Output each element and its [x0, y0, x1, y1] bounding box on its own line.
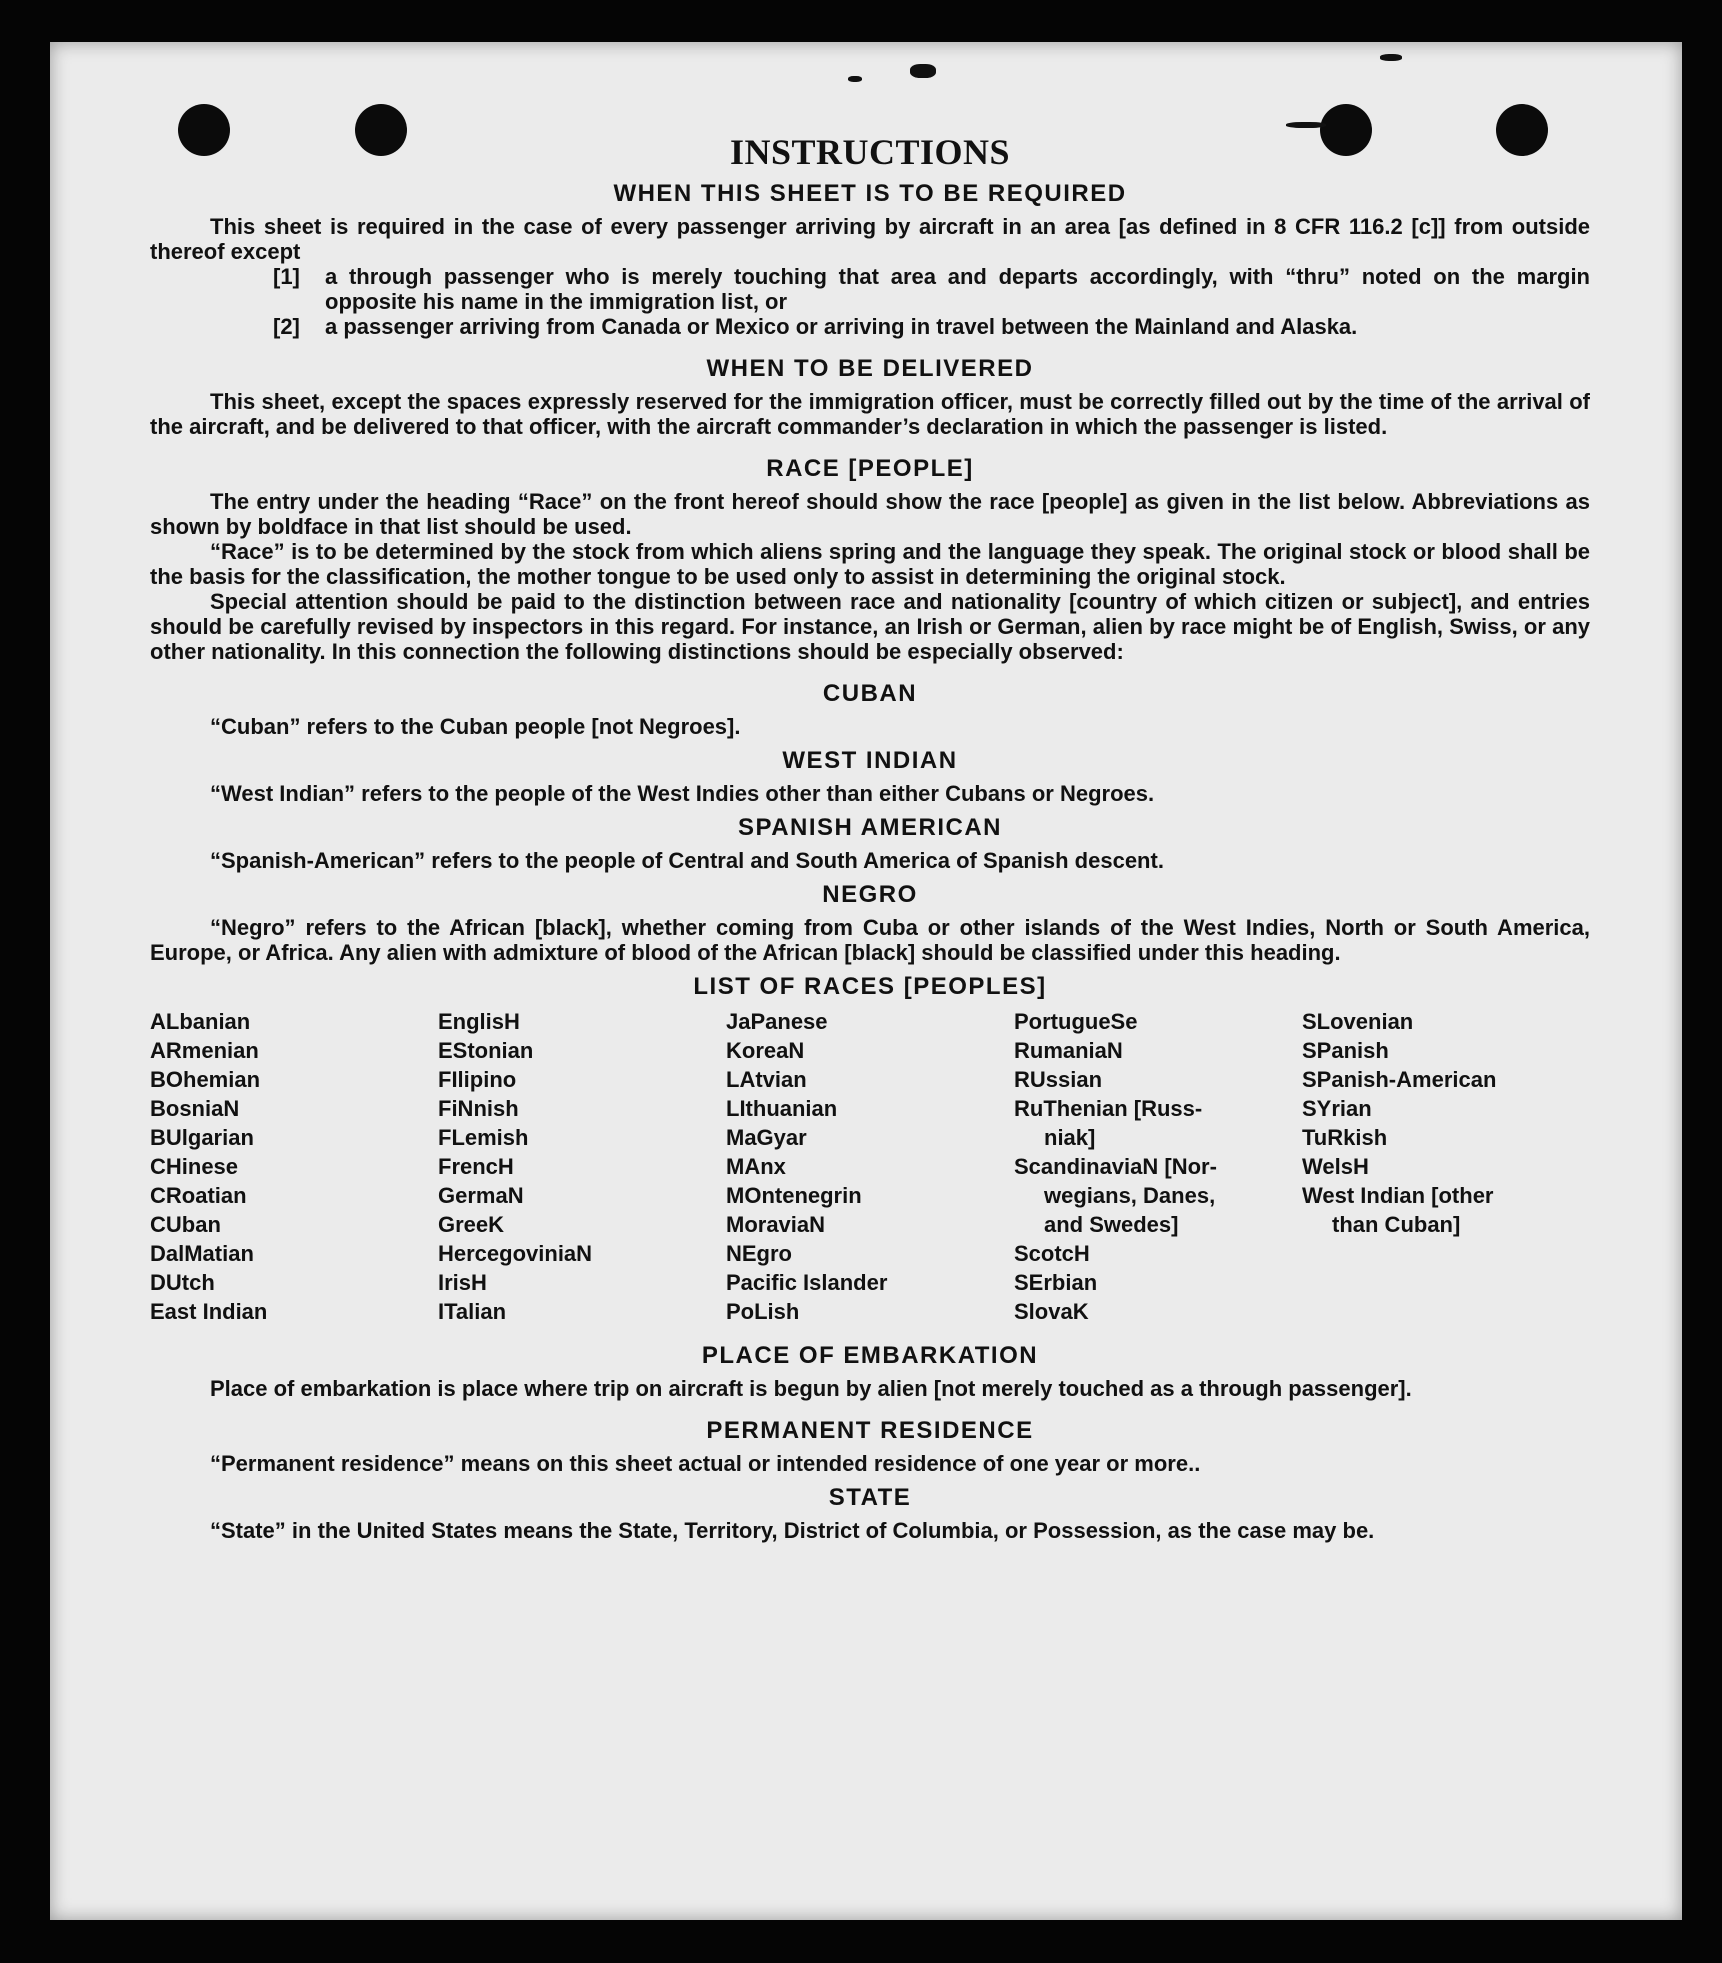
race-entry: JaPanese [726, 1009, 828, 1034]
list-item [150, 314, 1590, 339]
race-entry: RUssian [1014, 1067, 1103, 1092]
races-list [150, 1007, 1590, 1326]
race-entry: MaGyar [726, 1125, 807, 1150]
race-entry: Pacific Islander [726, 1270, 888, 1295]
race-entry: East Indian [150, 1299, 268, 1324]
race-entry: BOhemian [150, 1067, 261, 1092]
race-entry: GermaN [438, 1183, 524, 1208]
race-entry: DalMatian [150, 1241, 254, 1266]
cuban-text: “Cuban” refers to the Cuban people [not Negroes]. [210, 714, 741, 739]
races-column [150, 1007, 438, 1326]
delivered-text: This sheet, except the spaces expressly reserved for the immigration officer, must be correctly filled out by the time of the arrival of the aircraft, and be delivered to that officer, with the aircraft commander’s declaration in which the passenger is listed. [150, 389, 1590, 439]
race-entry: MOntenegrin [726, 1183, 862, 1208]
race-entry: PoLish [726, 1299, 800, 1324]
races-column [726, 1007, 1014, 1326]
race-entry: West Indian [other [1302, 1183, 1494, 1208]
race-entry: CHinese [150, 1154, 239, 1179]
section-heading-race: RACE [PEOPLE] [766, 455, 974, 482]
race-entry-continued: and Swedes] [1044, 1212, 1179, 1237]
embarkation-text: Place of embarkation is place where trip on aircraft is begun by alien [not merely touched as a through passenger]. [210, 1376, 1412, 1401]
races-column [1014, 1007, 1302, 1326]
required-text: This sheet is required in the case of every passenger arriving by aircraft in an area [as defined in 8 CFR 116.2 [c]] from outside thereof except [150, 214, 1590, 264]
race-entry: FiNnish [438, 1096, 519, 1121]
section-heading-negro: NEGRO [822, 881, 918, 908]
race-entry: BUlgarian [150, 1125, 254, 1150]
spanish-american-text: “Spanish-American” refers to the people of Central and South America of Spanish descent. [210, 848, 1164, 873]
race-entry-continued: than Cuban] [1332, 1212, 1461, 1237]
race-entry: LIthuanian [726, 1096, 838, 1121]
instructions-content [150, 132, 1590, 1543]
item-number: [2] [273, 314, 300, 339]
section-heading-state: STATE [828, 1484, 912, 1511]
document-sheet [50, 42, 1682, 1920]
ink-speck [848, 76, 862, 82]
race-entry: MAnx [726, 1154, 786, 1179]
ink-speck [910, 64, 936, 78]
race-entry: NEgro [726, 1241, 792, 1266]
item-text: a passenger arriving from Canada or Mexico or arriving in travel between the Mainland and Alaska. [325, 314, 1358, 339]
section-heading-residence: PERMANENT RESIDENCE [706, 1417, 1034, 1444]
race-entry: ITalian [438, 1299, 507, 1324]
section-heading-spanish-american: SPANISH AMERICAN [737, 814, 1002, 841]
race-entry: WelsH [1302, 1154, 1369, 1179]
race-entry: DUtch [150, 1270, 215, 1295]
item-number: [1] [273, 264, 300, 289]
race-entry: LAtvian [726, 1067, 807, 1092]
race-entry: BosniaN [150, 1096, 240, 1121]
section-heading-cuban: CUBAN [822, 680, 918, 707]
race-entry: SPanish [1302, 1038, 1389, 1063]
race-entry: SErbian [1014, 1270, 1098, 1295]
race-entry: SLovenian [1302, 1009, 1414, 1034]
item-text: a through passenger who is merely touching that area and departs accordingly, with “thru” noted on the margin opposite his name in the immigration list, or [325, 264, 1590, 314]
race-entry: EStonian [438, 1038, 534, 1063]
race-entry: SlovaK [1014, 1299, 1089, 1324]
race-entry: CUban [150, 1212, 221, 1237]
west-indian-text: “West Indian” refers to the people of the West Indies other than either Cubans or Negroes. [210, 781, 1155, 806]
races-column [438, 1007, 726, 1326]
race-entry-continued: niak] [1044, 1125, 1096, 1150]
residence-text: “Permanent residence” means on this sheet actual or intended residence of one year or more.. [210, 1451, 1201, 1476]
race-paragraph: Special attention should be paid to the distinction between race and nationality [country of which citizen or subject], and entries should be carefully revised by inspectors in this regard. For instance, an Irish or German, alien by race might be of English, Swiss, or any other nationality. In this connection the following distinctions should be especially observed: [150, 589, 1590, 664]
race-entry: ALbanian [150, 1009, 251, 1034]
race-entry: FIlipino [438, 1067, 517, 1092]
state-text: “State” in the United States means the State, Territory, District of Columbia, or Possession, as the case may be. [210, 1518, 1375, 1543]
race-entry: CRoatian [150, 1183, 247, 1208]
race-entry: HercegoviniaN [438, 1241, 593, 1266]
section-heading-required: WHEN THIS SHEET IS TO BE REQUIRED [613, 180, 1127, 207]
list-item [150, 264, 1590, 314]
page-title: INSTRUCTIONS [729, 132, 1011, 172]
ink-speck [1286, 122, 1326, 128]
negro-text: “Negro” refers to the African [black], whether coming from Cuba or other islands of the West Indies, North or South America, Europe, or Africa. Any alien with admixture of blood of the African [black] should be classified under this heading. [150, 915, 1590, 965]
section-heading-west-indian: WEST INDIAN [782, 747, 958, 774]
race-entry: RuThenian [Russ- [1014, 1096, 1203, 1121]
section-heading-embarkation: PLACE OF EMBARKATION [701, 1342, 1039, 1369]
race-entry: EnglisH [438, 1009, 520, 1034]
race-entry: SPanish-American [1302, 1067, 1497, 1092]
races-column [1302, 1007, 1590, 1326]
race-entry: ARmenian [150, 1038, 259, 1063]
section-heading-list: LIST OF RACES [PEOPLES] [693, 973, 1047, 1000]
race-entry: TuRkish [1302, 1125, 1388, 1150]
section-heading-delivered: WHEN TO BE DELIVERED [706, 355, 1034, 382]
race-entry: PortugueSe [1014, 1009, 1138, 1034]
race-entry: FLemish [438, 1125, 529, 1150]
race-entry: IrisH [438, 1270, 487, 1295]
race-paragraph: The entry under the heading “Race” on the front hereof should show the race [people] as given in the list below. Abbreviations as shown by boldface in that list should be used. [150, 489, 1590, 539]
race-entry: MoraviaN [726, 1212, 826, 1237]
race-entry: SYrian [1302, 1096, 1372, 1121]
race-entry: RumaniaN [1014, 1038, 1123, 1063]
race-entry: GreeK [438, 1212, 505, 1237]
race-entry: ScotcH [1014, 1241, 1090, 1266]
race-entry-continued: wegians, Danes, [1044, 1183, 1216, 1208]
race-entry: FrencH [438, 1154, 514, 1179]
ink-speck [1380, 54, 1402, 61]
race-entry: KoreaN [726, 1038, 805, 1063]
race-paragraph: “Race” is to be determined by the stock from which aliens spring and the language they speak. The original stock or blood shall be the basis for the classification, the mother tongue to be used only to assist in determining the original stock. [150, 539, 1590, 589]
race-entry: ScandinaviaN [Nor- [1014, 1154, 1217, 1179]
